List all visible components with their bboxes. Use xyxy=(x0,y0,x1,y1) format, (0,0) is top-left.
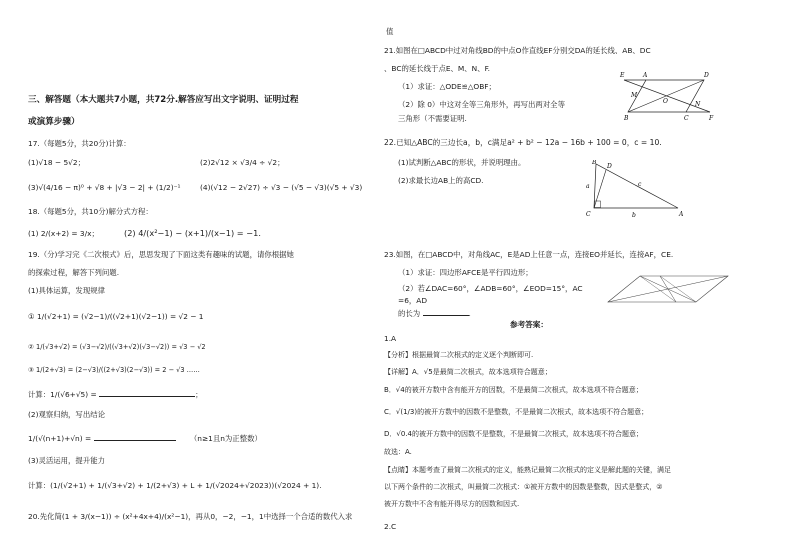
answer-1-option-d: D．√0.4的被开方数中的因数不是整数，不是最简二次根式，故本选项不符合题意； xyxy=(384,430,643,438)
q20-continuation: 值 xyxy=(386,27,394,36)
q19-general-note: （n≥1且n为正整数） xyxy=(189,434,262,443)
q18-title: 18.（每题5分，共10分)解分式方程： xyxy=(28,207,153,216)
q18-item-2: (2) 4/(x²−1) − (x+1)/(x−1) = −1. xyxy=(124,228,261,238)
q21-figure xyxy=(616,68,716,122)
point-label: B xyxy=(624,115,629,122)
point-label: D xyxy=(704,72,709,79)
q21-text: 21.如图在□ABCD中过对角线BD的中点O作直线EF分别交DA的延长线、AB、DC xyxy=(384,46,651,55)
q21-text-cont: 、BC的延长线于点E、M、N、F. xyxy=(384,64,490,73)
point-label: F xyxy=(709,115,714,122)
point-label: M xyxy=(631,92,638,99)
point-label: O xyxy=(663,98,668,105)
q18-item-1: (1) 2/(x+2) = 3/x； xyxy=(28,229,99,238)
q23-answer-label: 的长为 xyxy=(398,309,421,318)
q21-part-1: （1）求证：△ODE≌△OBF； xyxy=(398,82,496,91)
answer-1-tip: 【点睛】本题考查了最简二次根式的定义，能熟记最简二次根式的定义是解此题的关键，满足 xyxy=(384,466,671,474)
q19-intro-cont: 的探索过程，解答下列问题. xyxy=(28,268,120,277)
q23-part-2: （2）若∠DAC=60°，∠ADB=60°，∠EOD=15°，AC xyxy=(398,284,583,293)
answer-1: 1.A xyxy=(384,334,397,343)
q19-apply: 计算：(1/(√2+1) + 1/(√3+√2) + 1/(2+√3) + L + 1/(√2024+√2023))(√2024 + 1). xyxy=(28,481,322,490)
point-label: D xyxy=(607,163,612,170)
q19-part-2: (2)观察归纳，写出结论 xyxy=(28,410,105,419)
q17-item-2: (2)2√12 × √3/4 ÷ √2； xyxy=(200,158,285,167)
q17-item-1: (1)√18 − 5√2； xyxy=(28,158,85,167)
q17-item-3: (3)√(4/16 − π)⁰ + √8 + |√3 − 2| + (1/2)⁻¹ xyxy=(28,183,181,192)
q22-figure xyxy=(582,160,686,222)
answer-1-analysis: 【分析】根据最简二次根式的定义逐个判断即可. xyxy=(384,351,534,359)
side-label: b xyxy=(632,212,636,219)
point-label: C xyxy=(586,211,591,218)
q19-calc: 计算：1/(√6+√5) = ； xyxy=(28,390,203,399)
answer-2: 2.C xyxy=(384,522,397,531)
q19-general xyxy=(28,433,262,443)
q23-figure xyxy=(606,270,730,306)
point-label: C xyxy=(684,115,689,122)
q23-text: 23.如图，在□ABCD中，对角线AC，E是AD上任意一点，连接EO并延长，连接AF，CE. xyxy=(384,250,674,259)
q19-general-text: 1/(√(n+1)+√n) = xyxy=(28,434,92,443)
q23-part-1: （1）求证：四边形AFCE是平行四边形； xyxy=(398,268,533,277)
q22-part-1: (1)试判断△ABC的形状，并说明理由。 xyxy=(398,158,526,167)
q21-part-2-cont: 三角形（不需要证明. xyxy=(398,114,467,123)
diagonal-bd xyxy=(628,80,704,112)
q19-part-3: (3)灵活运用，提升能力 xyxy=(28,456,105,465)
answer-1-tip-end: 被开方数中不含有能开得尽方的因数和因式. xyxy=(384,500,520,508)
point-label: A xyxy=(643,72,648,79)
side-label: a xyxy=(586,183,590,190)
point-label: E xyxy=(620,72,625,79)
segment-ce xyxy=(660,276,696,302)
q17-title: 17.（每题5分，共20分)计算： xyxy=(28,139,131,148)
q21-part-2: （2）除 0）中这对全等三角形外，再写出两对全等 xyxy=(398,100,565,109)
q19-equation-2: ② 1/(√3+√2) = (√3−√2)/((√3+√2)(√3−√2)) = √3 − √2 xyxy=(28,343,206,351)
triangle-shape xyxy=(594,164,678,208)
q22-text: 22.已知△ABC的三边长a，b，c满足a² + b² − 12a − 16b + 100 = 0，c = 10. xyxy=(384,138,662,147)
q20-text: 20.先化简(1 + 3/(x−1)) ÷ (x²+4x+4)/(x²−1)，再从0，−2，−1，1中选择一个合适的数代入求 xyxy=(28,512,353,521)
line-ef xyxy=(660,276,676,302)
answer-1-choice: 故选：A. xyxy=(384,448,412,456)
q19-intro: 19.（分)学习完《二次根式》后，思思发现了下面这类有趣味的试题，请你根据她 xyxy=(28,250,294,259)
q19-calc-text: 计算：1/(√6+√5) = xyxy=(28,390,97,399)
point-label: A xyxy=(679,211,684,218)
q17-item-4: (4)(√12 − 2√27) ÷ √3 − (√5 − √3)(√5 + √3) xyxy=(200,183,363,192)
answer-blank xyxy=(423,308,469,316)
q19-part-1: (1)具体运算，发现规律 xyxy=(28,286,105,295)
section-header: 三、解答题（本大题共7小题，共72分.解答应写出文字说明、证明过程 xyxy=(28,95,299,105)
answer-1-detail: 【详解】A．√5是最简二次根式，故本选项符合题意； xyxy=(384,368,552,376)
answer-blank xyxy=(99,389,195,397)
answer-1-tip-cont: 以下两个条件的二次根式，叫最简二次根式：①被开方数中的因数是整数，因式是整式，② xyxy=(384,483,663,491)
q23-part-2-cont: =6，AD xyxy=(398,296,428,305)
section-header-cont: 或演算步骤） xyxy=(28,117,80,127)
answer-blank xyxy=(94,433,176,441)
q22-part-2: (2)求最长边AB上的高CD. xyxy=(398,176,484,185)
point-label: B xyxy=(592,160,597,166)
q19-equation-3: ③ 1/(2+√3) = (2−√3)/((2+√3)(2−√3)) = 2 − √3 …… xyxy=(28,366,200,374)
answers-title: 参考答案： xyxy=(510,320,548,329)
q19-equation-1: ① 1/(√2+1) = (√2−1)/((√2+1)(√2−1)) = √2 − 1 xyxy=(28,312,204,321)
q23-answer-line: 的长为 . xyxy=(398,309,471,318)
point-label: N xyxy=(695,101,701,108)
side-label: c xyxy=(638,181,642,188)
answer-1-option-b: B．√4的被开方数中含有能开方的因数，不是最简二次根式，故本选项不符合题意； xyxy=(384,386,643,394)
answer-1-option-c: C．√(1/3)的被开方数中的因数不是整数，不是最简二次根式，故本选项不符合题意； xyxy=(384,408,649,416)
segment-af xyxy=(640,276,676,302)
